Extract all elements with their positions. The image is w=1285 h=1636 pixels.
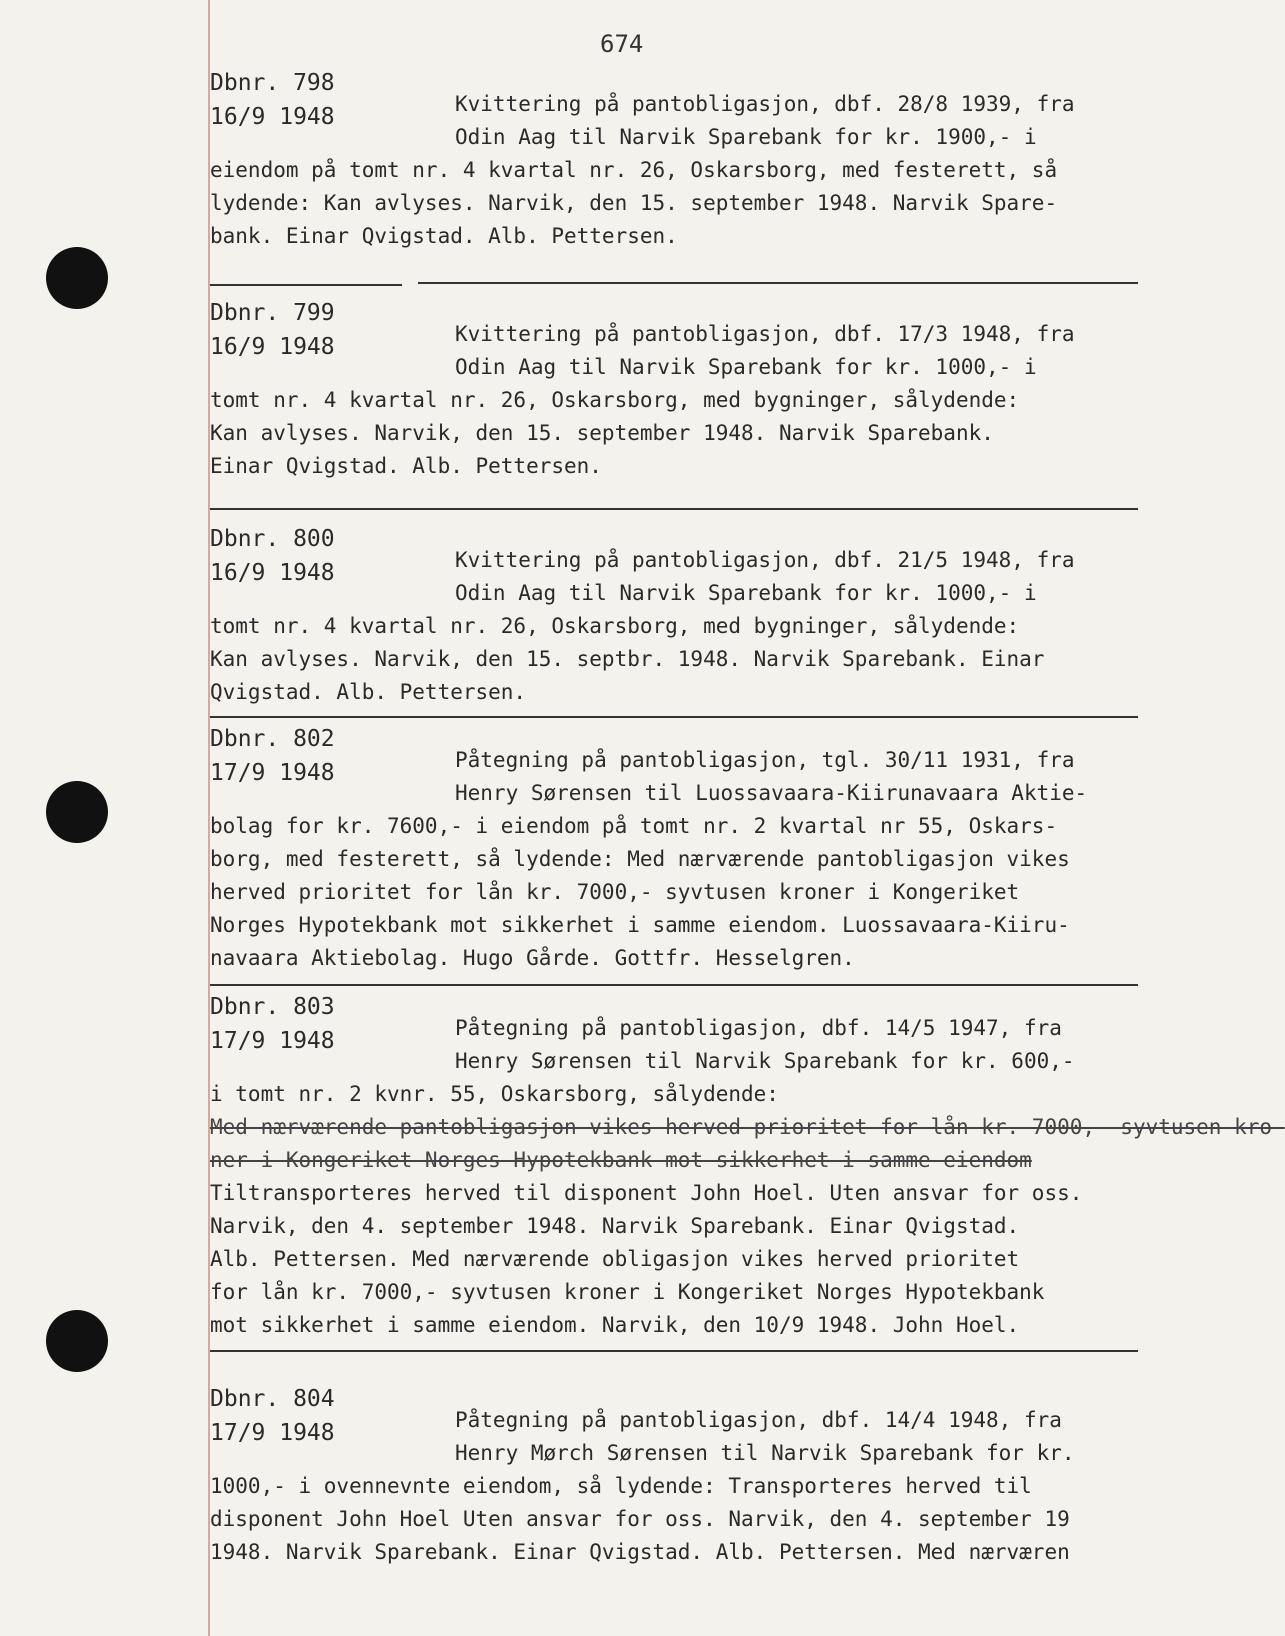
- struck-text-line: ner i Kongeriket Norges Hypotekbank mot sikkerhet i samme eiendom: [210, 1148, 1032, 1172]
- entry-date: 16/9 1948: [210, 104, 335, 130]
- text-line: borg, med festerett, så lydende: Med nærværende pantobligasjon vikes: [210, 847, 1070, 871]
- text-line: lydende: Kan avlyses. Narvik, den 15. september 1948. Narvik Spare-: [210, 191, 1058, 215]
- text-line: disponent John Hoel Uten ansvar for oss. Narvik, den 4. september 19: [210, 1507, 1070, 1531]
- text-line: navaara Aktiebolag. Hugo Gårde. Gottfr. Hesselgren.: [210, 946, 855, 970]
- punch-hole: [46, 781, 108, 843]
- entry-date: 16/9 1948: [210, 560, 335, 586]
- text-line: Henry Sørensen til Luossavaara-Kiirunavaara Aktie-: [455, 781, 1088, 805]
- text-line: Kan avlyses. Narvik, den 15. september 1948. Narvik Sparebank.: [210, 421, 994, 445]
- entry-number: Dbnr. 802: [210, 726, 335, 752]
- text-line: Påtegning på pantobligasjon, dbf. 14/5 1947, fra: [455, 1016, 1062, 1040]
- text-line: Kan avlyses. Narvik, den 15. septbr. 1948. Narvik Sparebank. Einar: [210, 647, 1045, 671]
- text-line: Odin Aag til Narvik Sparebank for kr. 1900,- i: [455, 125, 1037, 149]
- text-line: Kvittering på pantobligasjon, dbf. 17/3 1948, fra: [455, 322, 1075, 346]
- text-line: Tiltransporteres herved til disponent John Hoel. Uten ansvar for oss.: [210, 1181, 1083, 1205]
- separator-rule: [210, 508, 1138, 510]
- entry-text: [210, 744, 1135, 975]
- text-line: mot sikkerhet i samme eiendom. Narvik, den 10/9 1948. John Hoel.: [210, 1313, 1020, 1337]
- text-line: Henry Mørch Sørensen til Narvik Sparebank for kr.: [455, 1441, 1075, 1465]
- separator-rule: [210, 284, 402, 286]
- text-line: Kvittering på pantobligasjon, dbf. 21/5 1948, fra: [455, 548, 1075, 572]
- text-line: Odin Aag til Narvik Sparebank for kr. 1000,- i: [455, 355, 1037, 379]
- text-line: Påtegning på pantobligasjon, dbf. 14/4 1948, fra: [455, 1408, 1062, 1432]
- text-line: tomt nr. 4 kvartal nr. 26, Oskarsborg, med bygninger, sålydende:: [210, 614, 1020, 638]
- text-line: Qvigstad. Alb. Pettersen.: [210, 680, 527, 704]
- entry-date: 17/9 1948: [210, 1028, 335, 1054]
- text-line: tomt nr. 4 kvartal nr. 26, Oskarsborg, med bygninger, sålydende:: [210, 388, 1020, 412]
- text-line: Kvittering på pantobligasjon, dbf. 28/8 1939, fra: [455, 92, 1075, 116]
- text-line: Narvik, den 4. september 1948. Narvik Sparebank. Einar Qvigstad.: [210, 1214, 1020, 1238]
- entry-text: [210, 544, 1135, 709]
- text-line: 1000,- i ovennevnte eiendom, så lydende: Transporteres herved til: [210, 1474, 1032, 1498]
- text-line: Odin Aag til Narvik Sparebank for kr. 1000,- i: [455, 581, 1037, 605]
- entry-date: 17/9 1948: [210, 760, 335, 786]
- text-line: eiendom på tomt nr. 4 kvartal nr. 26, Oskarsborg, med festerett, så: [210, 158, 1058, 182]
- entry-text: [210, 318, 1135, 483]
- entry-number: Dbnr. 798: [210, 70, 335, 96]
- struck-text-line: Med nærværende pantobligasjon vikes herved prioritet for lån kr. 7000,- syvtusen kro-: [210, 1115, 1285, 1139]
- entry-text: [210, 1012, 1285, 1342]
- entry-text: [210, 88, 1135, 253]
- entry-text: [210, 1404, 1135, 1569]
- punch-hole: [46, 1310, 108, 1372]
- text-line: Alb. Pettersen. Med nærværende obligasjon vikes herved prioritet: [210, 1247, 1020, 1271]
- separator-rule: [418, 282, 1138, 284]
- text-line: 1948. Narvik Sparebank. Einar Qvigstad. Alb. Pettersen. Med nærværen: [210, 1540, 1070, 1564]
- text-line: bank. Einar Qvigstad. Alb. Pettersen.: [210, 224, 678, 248]
- entry-date: 17/9 1948: [210, 1420, 335, 1446]
- text-line: Norges Hypotekbank mot sikkerhet i samme eiendom. Luossavaara-Kiiru-: [210, 913, 1070, 937]
- entry-number: Dbnr. 800: [210, 526, 335, 552]
- text-line: Einar Qvigstad. Alb. Pettersen.: [210, 454, 602, 478]
- text-line: herved prioritet for lån kr. 7000,- syvtusen kroner i Kongeriket: [210, 880, 1020, 904]
- text-line: i tomt nr. 2 kvnr. 55, Oskarsborg, sålydende:: [210, 1082, 779, 1106]
- entry-date: 16/9 1948: [210, 334, 335, 360]
- entry-number: Dbnr. 803: [210, 994, 335, 1020]
- entry-number: Dbnr. 804: [210, 1386, 335, 1412]
- entry-number: Dbnr. 799: [210, 300, 335, 326]
- separator-rule: [210, 984, 1138, 986]
- punch-hole: [46, 247, 108, 309]
- text-line: for lån kr. 7000,- syvtusen kroner i Kongeriket Norges Hypotekbank: [210, 1280, 1045, 1304]
- separator-rule: [210, 1350, 1138, 1352]
- text-line: Henry Sørensen til Narvik Sparebank for kr. 600,-: [455, 1049, 1075, 1073]
- page-number: 674: [600, 30, 644, 58]
- text-line: Påtegning på pantobligasjon, tgl. 30/11 1931, fra: [455, 748, 1075, 772]
- text-line: bolag for kr. 7600,- i eiendom på tomt nr. 2 kvartal nr 55, Oskars-: [210, 814, 1058, 838]
- separator-rule: [210, 716, 1138, 718]
